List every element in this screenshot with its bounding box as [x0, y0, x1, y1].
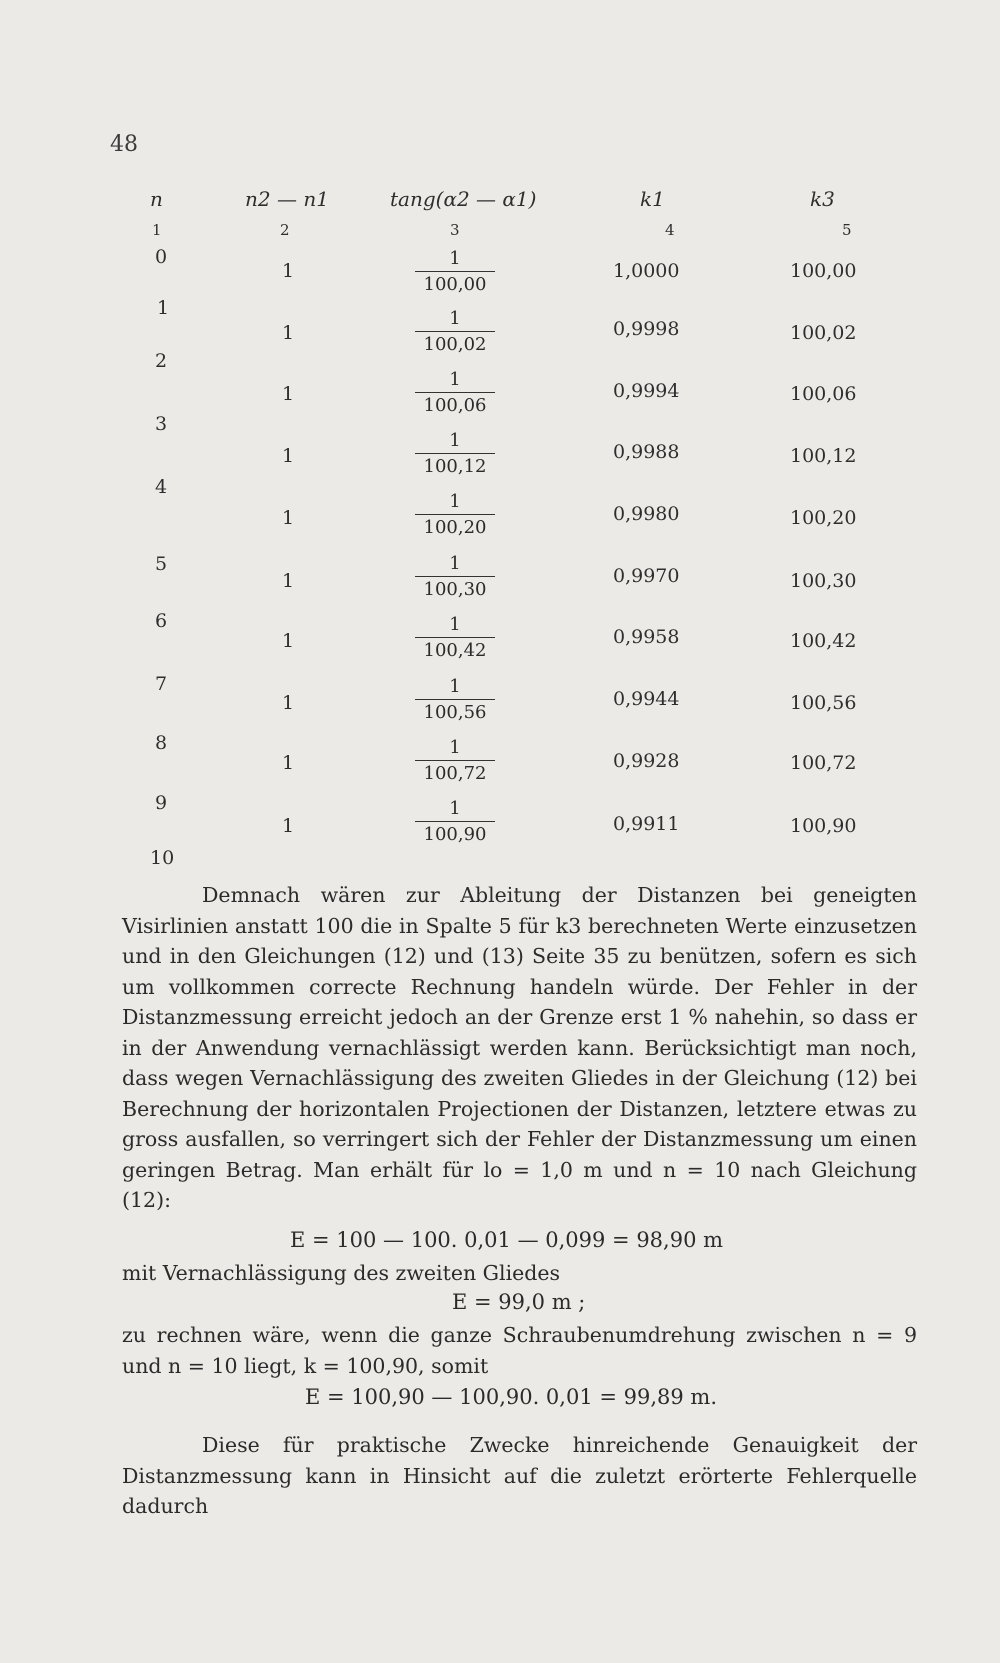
n-value: 7: [155, 673, 168, 695]
equation-3: E = 100,90 — 100,90. 0,01 = 99,89 m.: [305, 1385, 718, 1409]
n-value: 1: [157, 297, 170, 319]
k3-value: 100,42: [790, 630, 857, 652]
diff-value: 1: [282, 815, 295, 837]
tang-fraction: 1 100,72: [415, 737, 495, 785]
diff-value: 1: [282, 322, 295, 344]
n-value: 2: [155, 350, 168, 372]
k1-value: 0,9980: [613, 503, 680, 525]
k3-value: 100,56: [790, 692, 857, 714]
tang-fraction: 1 100,12: [415, 430, 495, 478]
paragraph-4: Diese für praktische Zwecke hinreichende Genauigkeit der Distanzmessung kann in Hinsicht auf die zuletzt erörterte Fehlerquelle dadurch: [122, 1433, 917, 1518]
tang-fraction: 1 100,56: [415, 676, 495, 724]
column-number-3: 3: [450, 221, 460, 239]
column-number-2: 2: [280, 221, 290, 239]
equation-1: E = 100 — 100. 0,01 — 0,099 = 98,90 m: [290, 1228, 724, 1252]
paragraph-main: [122, 880, 917, 1216]
paragraph-4-block: [122, 1430, 917, 1522]
k3-value: 100,72: [790, 752, 857, 774]
k3-value: 100,12: [790, 445, 857, 467]
n-value: 6: [155, 610, 168, 632]
tang-fraction: 1 100,30: [415, 553, 495, 601]
k1-value: 0,9988: [613, 441, 680, 463]
diff-value: 1: [282, 507, 295, 529]
k1-value: 1,0000: [613, 260, 680, 282]
tang-fraction: 1 100,90: [415, 798, 495, 846]
diff-value: 1: [282, 383, 295, 405]
header-k3: k3: [810, 187, 835, 211]
k3-value: 100,90: [790, 815, 857, 837]
diff-value: 1: [282, 260, 295, 282]
tang-fraction: 1 100,00: [415, 248, 495, 296]
diff-value: 1: [282, 692, 295, 714]
diff-value: 1: [282, 570, 295, 592]
k3-value: 100,06: [790, 383, 857, 405]
paragraph-3: zu rechnen wäre, wenn die ganze Schraubenumdrehung zwischen n = 9 und n = 10 liegt, k = 100,90, somit: [122, 1323, 917, 1378]
n-value: 8: [155, 732, 168, 754]
header-n-diff: n2 — n1: [245, 187, 329, 211]
k3-value: 100,20: [790, 507, 857, 529]
tang-fraction: 1 100,42: [415, 614, 495, 662]
k1-value: 0,9944: [613, 688, 680, 710]
n-value: 4: [155, 476, 168, 498]
paragraph-line: [122, 1258, 917, 1289]
n-value: 9: [155, 792, 168, 814]
column-number-4: 4: [665, 221, 675, 239]
header-tang: tang(α2 — α1): [390, 187, 537, 211]
line-2: mit Vernachlässigung des zweiten Gliedes: [122, 1261, 561, 1285]
header-k1: k1: [640, 187, 665, 211]
tang-fraction: 1 100,20: [415, 491, 495, 539]
page-number: 48: [110, 132, 138, 157]
n-value: 0: [155, 246, 168, 268]
diff-value: 1: [282, 445, 295, 467]
n-value: 3: [155, 413, 168, 435]
k3-value: 100,30: [790, 570, 857, 592]
tang-fraction: 1 100,06: [415, 369, 495, 417]
paragraph-1: Demnach wären zur Ableitung der Distanzen bei geneigten Visirlinien anstatt 100 die in Spalte 5 für k3 berechneten Werte einzusetzen und in den Gleichungen (12) und (13) Seite 35 zu benützen, sofern es sich um vollkommen correcte Rechnung handeln würde. Der Fehler in der Distanzmessung erreicht jedoch an der Grenze erst 1 % nahehin, so dass er in der Anwendung vernachlässigt werden kann. Berücksichtigt man noch, dass wegen Vernachlässigung des zweiten Gliedes in der Gleichung (12) bei Berechnung der horizontalen Projectionen der Distanzen, letztere etwas zu gross ausfallen, so verringert sich der Fehler der Distanzmessung um einen geringen Betrag. Man erhält für lo = 1,0 m und n = 10 nach Gleichung (12):: [122, 883, 917, 1212]
k1-value: 0,9911: [613, 813, 680, 835]
paragraph-3-block: [122, 1320, 917, 1381]
column-number-1: 1: [152, 221, 162, 239]
n-value: 5: [155, 553, 168, 575]
k3-value: 100,02: [790, 322, 857, 344]
diff-value: 1: [282, 752, 295, 774]
k1-value: 0,9970: [613, 565, 680, 587]
tang-fraction: 1 100,02: [415, 308, 495, 356]
diff-value: 1: [282, 630, 295, 652]
k1-value: 0,9958: [613, 626, 680, 648]
k1-value: 0,9928: [613, 750, 680, 772]
k3-value: 100,00: [790, 260, 857, 282]
k1-value: 0,9998: [613, 318, 680, 340]
n-value: 10: [150, 847, 175, 869]
column-number-5: 5: [842, 221, 852, 239]
k1-value: 0,9994: [613, 380, 680, 402]
equation-2: E = 99,0 m ;: [452, 1290, 586, 1314]
header-n: n: [150, 187, 163, 211]
